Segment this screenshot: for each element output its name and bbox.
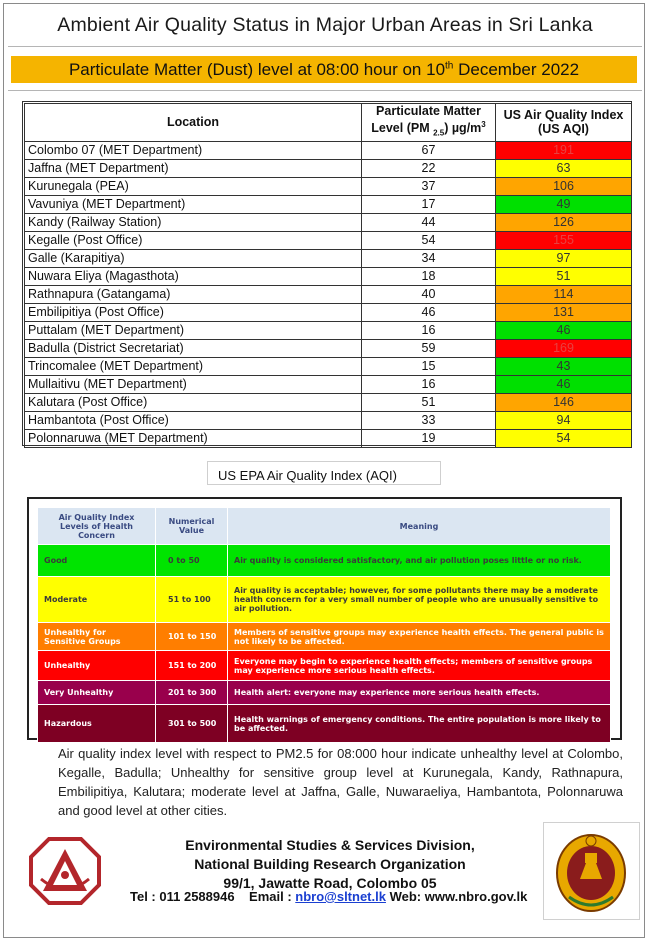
legend-level-cell: Good	[38, 545, 156, 577]
legend-range-cell: 151 to 200	[156, 651, 228, 681]
pm-value-cell: 51	[362, 393, 496, 411]
aqi-value-cell: 49	[496, 195, 632, 213]
table-row	[25, 249, 632, 267]
table-header-row	[25, 104, 632, 142]
legend-row	[38, 705, 611, 743]
col-pm-line2b: ) µg/m	[444, 121, 482, 136]
table-row	[25, 375, 632, 393]
legend-meaning-cell: Health warnings of emergency conditions. The entire population is more likely to be affected.	[228, 705, 611, 743]
legend-row	[38, 577, 611, 623]
table-row	[25, 303, 632, 321]
aqi-value-cell: 97	[496, 249, 632, 267]
table-body	[25, 141, 632, 447]
banner-date: December 2022	[453, 60, 580, 79]
location-cell: Vavuniya (MET Department)	[25, 195, 362, 213]
pm-value-cell: 44	[362, 213, 496, 231]
location-cell: Hambantota (Post Office)	[25, 411, 362, 429]
pm-value-cell: 15	[362, 357, 496, 375]
legend-body	[38, 545, 611, 743]
nbro-logo-icon	[27, 835, 103, 915]
aqi-value-cell: 114	[496, 285, 632, 303]
table-row	[25, 141, 632, 159]
aqi-value-cell: 63	[496, 159, 632, 177]
legend-meaning-cell: Members of sensitive groups may experience health effects. The general public is not likely to be affected.	[228, 623, 611, 651]
col-pm-sup: 3	[481, 120, 486, 129]
legend-row	[38, 623, 611, 651]
aqi-legend	[27, 497, 622, 740]
col-pm-sub: 2.5	[433, 128, 445, 138]
legend-range-cell: 0 to 50	[156, 545, 228, 577]
pm-value-cell: 22	[362, 159, 496, 177]
table-row	[25, 393, 632, 411]
contact-line	[130, 889, 550, 904]
pm-value-cell: 67	[362, 141, 496, 159]
legend-meaning-cell: Everyone may begin to experience health effects; members of sensitive groups may experience more serious health effects.	[228, 651, 611, 681]
date-banner	[11, 56, 637, 83]
table-row	[25, 177, 632, 195]
sri-lanka-emblem	[543, 822, 640, 920]
location-cell: Rathnapura (Gatangama)	[25, 285, 362, 303]
air-quality-table	[22, 101, 632, 446]
pm-value-cell: 16	[362, 375, 496, 393]
pm-value-cell: 40	[362, 285, 496, 303]
table-row	[25, 267, 632, 285]
legend-range-cell: 301 to 500	[156, 705, 228, 743]
pm-value-cell: 17	[362, 195, 496, 213]
location-cell: Kalutara (Post Office)	[25, 393, 362, 411]
legend-row	[38, 651, 611, 681]
web-label: Web:	[385, 889, 425, 904]
table-row	[25, 213, 632, 231]
table-row	[25, 285, 632, 303]
legend-title: US EPA Air Quality Index (AQI)	[207, 461, 441, 485]
aqi-value-cell: 191	[496, 141, 632, 159]
tel-number: 011 2588946	[159, 889, 235, 904]
col-aqi-line2: (US AQI)	[538, 122, 589, 137]
aqi-value-cell: 155	[496, 231, 632, 249]
pm-value-cell: 59	[362, 339, 496, 357]
pm-value-cell: 18	[362, 267, 496, 285]
table-row	[25, 231, 632, 249]
legend-level-cell: Unhealthy for Sensitive Groups	[38, 623, 156, 651]
legend-meaning-cell: Air quality is considered satisfactory, and air pollution poses little or no risk.	[228, 545, 611, 577]
table-row	[25, 321, 632, 339]
org-name: National Building Research Organization	[194, 856, 466, 872]
org-division: Environmental Studies & Services Division,	[185, 837, 475, 853]
pm-value-cell: 37	[362, 177, 496, 195]
legend-range-cell: 101 to 150	[156, 623, 228, 651]
pm-value-cell: 54	[362, 231, 496, 249]
aqi-value-cell: 169	[496, 339, 632, 357]
banner-sup: th	[445, 60, 454, 72]
aqi-value-cell: 46	[496, 375, 632, 393]
nbro-logo	[27, 835, 103, 915]
col-pm-line1: Particulate Matter	[376, 104, 481, 118]
email-label: Email :	[249, 889, 296, 904]
page-title: Ambient Air Quality Status in Major Urban Areas in Sri Lanka	[57, 14, 593, 36]
location-cell: Trincomalee (MET Department)	[25, 357, 362, 375]
location-cell: Kurunegala (PEA)	[25, 177, 362, 195]
table-row	[25, 429, 632, 447]
table-row	[25, 411, 632, 429]
pm-value-cell: 34	[362, 249, 496, 267]
legend-level-cell: Very Unhealthy	[38, 681, 156, 705]
banner-divider	[8, 90, 642, 91]
legend-level-cell: Hazardous	[38, 705, 156, 743]
aqi-value-cell: 146	[496, 393, 632, 411]
organization-block	[120, 836, 540, 893]
location-cell: Polonnaruwa (MET Department)	[25, 429, 362, 447]
location-cell: Galle (Karapitiya)	[25, 249, 362, 267]
location-cell: Embilipitiya (Post Office)	[25, 303, 362, 321]
legend-col-level: Air Quality Index Levels of Health Concern	[38, 508, 156, 545]
summary-paragraph: Air quality index level with respect to PM2.5 for 08:000 hour indicate unhealthy level at Colombo, Kegalle, Badulla; Unhealthy for sensitive group level at Kurunegala, Kandy, Rathnapura, Embilipitiya, Kalutara; moderate level at Jaffna, Galle, Nuwaraeliya, Hambantota, Polonnaruwa and good level at other cities.	[58, 746, 623, 818]
banner-text: Particulate Matter (Dust) level at 08:00 hour on 10	[68, 60, 446, 79]
pm-value-cell: 19	[362, 429, 496, 447]
location-cell: Jaffna (MET Department)	[25, 159, 362, 177]
legend-range-cell: 51 to 100	[156, 577, 228, 623]
legend-col-meaning: Meaning	[228, 508, 611, 545]
aqi-value-cell: 43	[496, 357, 632, 375]
col-aqi-header	[496, 104, 632, 142]
aqi-value-cell: 94	[496, 411, 632, 429]
legend-header-row	[38, 508, 611, 545]
legend-level-cell: Moderate	[38, 577, 156, 623]
aqi-value-cell: 126	[496, 213, 632, 231]
email-link[interactable]: nbro@sltnet.lk	[295, 889, 386, 904]
location-cell: Puttalam (MET Department)	[25, 321, 362, 339]
pm-value-cell: 33	[362, 411, 496, 429]
aqi-value-cell: 106	[496, 177, 632, 195]
emblem-icon	[544, 823, 639, 919]
location-cell: Kandy (Railway Station)	[25, 213, 362, 231]
pm-value-cell: 16	[362, 321, 496, 339]
col-pm-line2a: Level (PM	[371, 121, 434, 136]
aqi-value-cell: 131	[496, 303, 632, 321]
col-pm-header	[362, 104, 496, 142]
legend-level-cell: Unhealthy	[38, 651, 156, 681]
tel-label: Tel :	[130, 889, 160, 904]
table-row	[25, 195, 632, 213]
col-location-header: Location	[25, 104, 362, 142]
location-cell: Badulla (District Secretariat)	[25, 339, 362, 357]
legend-range-cell: 201 to 300	[156, 681, 228, 705]
web-link[interactable]: www.nbro.gov.lk	[424, 889, 528, 904]
legend-col-value: Numerical Value	[156, 508, 228, 545]
location-cell: Colombo 07 (MET Department)	[25, 141, 362, 159]
legend-meaning-cell: Health alert: everyone may experience more serious health effects.	[228, 681, 611, 705]
org-address: 99/1, Jawatte Road, Colombo 05	[223, 875, 437, 891]
legend-row	[38, 545, 611, 577]
legend-row	[38, 681, 611, 705]
location-cell: Kegalle (Post Office)	[25, 231, 362, 249]
location-cell: Nuwara Eliya (Magasthota)	[25, 267, 362, 285]
table-row	[25, 339, 632, 357]
pm-value-cell: 46	[362, 303, 496, 321]
aqi-value-cell: 54	[496, 429, 632, 447]
table-row	[25, 159, 632, 177]
legend-meaning-cell: Air quality is acceptable; however, for some pollutants there may be a moderate health concern for a very small number of people who are unusually sensitive to air pollution.	[228, 577, 611, 623]
title-divider	[8, 46, 642, 47]
aqi-value-cell: 46	[496, 321, 632, 339]
aqi-value-cell: 51	[496, 267, 632, 285]
location-cell: Mullaitivu (MET Department)	[25, 375, 362, 393]
col-aqi-line1: US Air Quality Index	[503, 108, 624, 123]
table-row	[25, 357, 632, 375]
